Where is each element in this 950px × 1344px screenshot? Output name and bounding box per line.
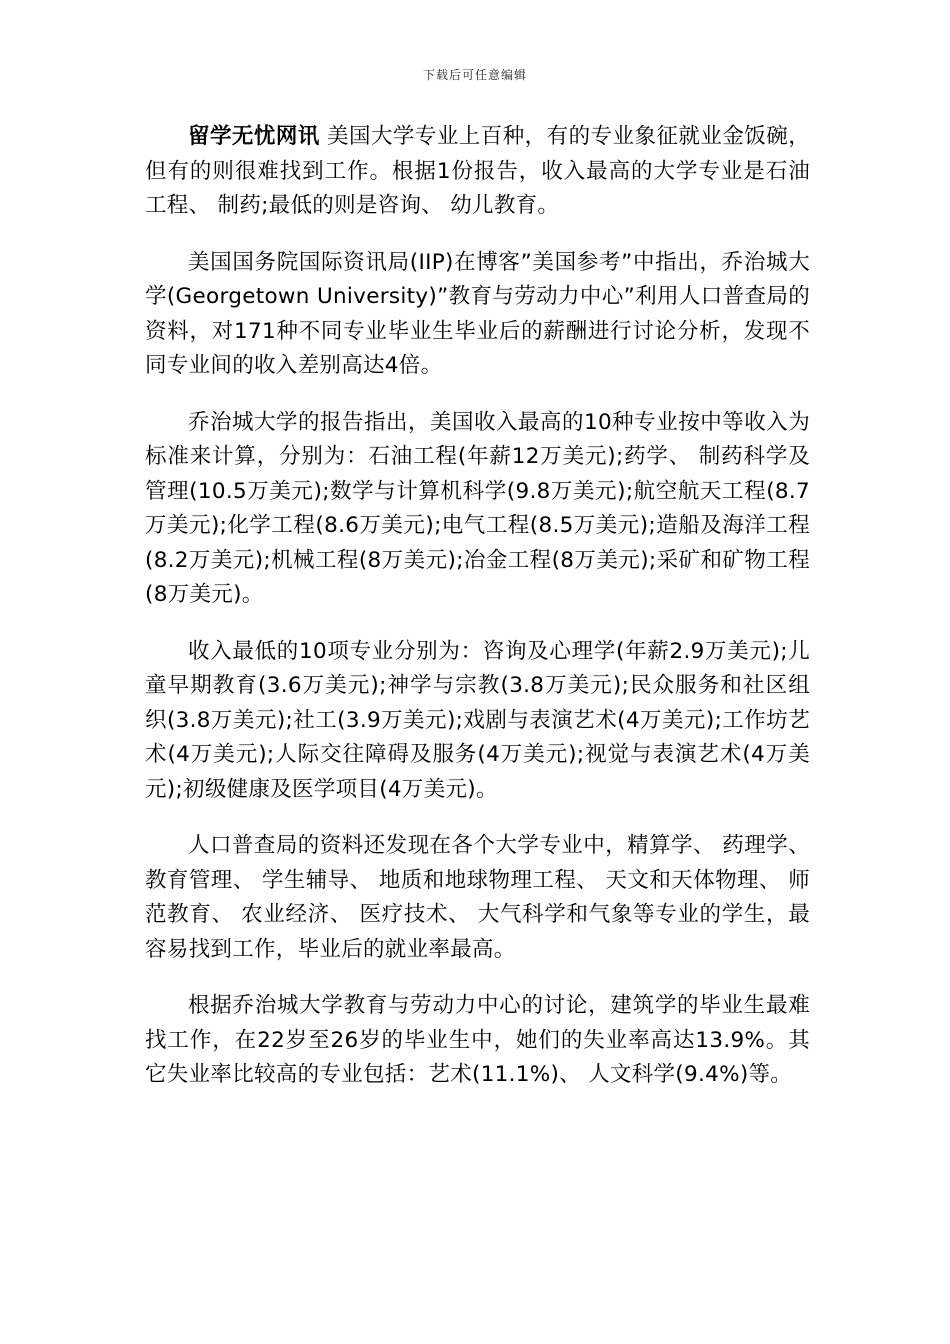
article-body [145, 120, 810, 1115]
paragraph-3: 乔治城大学的报告指出，美国收入最高的10种专业按中等收入为标准来计算，分别为：石油工程(年薪12万美元);药学、 制药科学及管理(10.5万美元);数学与计算机科学(9.8万美元);航空航天工程(8.7万美元);化学工程(8.6万美元);电气工程(8.5万美元);造船及海洋工程(8.2万美元);机械工程(8万美元);冶金工程(8万美元);采矿和矿物工程(8万美元)。 [145, 409, 810, 607]
paragraph-1 [145, 120, 810, 224]
page-header-note: 下载后可任意编辑 [422, 68, 527, 82]
paragraph-4: 收入最低的10项专业分别为：咨询及心理学(年薪2.9万美元);儿童早期教育(3.6万美元);神学与宗教(3.8万美元);民众服务和社区组织(3.8万美元);社工(3.9万美元);戏剧与表演艺术(4万美元);工作坊艺术(4万美元);人际交往障碍及服务(4万美元);视觉与表演艺术(4万美元);初级健康及医学项目(4万美元)。 [145, 638, 810, 802]
paragraph-6: 根据乔治城大学教育与劳动力中心的讨论，建筑学的毕业生最难找工作，在22岁至26岁的毕业生中，她们的失业率高达13.9%。其它失业率比较高的专业包括：艺术(11.1%)、 人文科学(9.4%)等。 [145, 993, 810, 1087]
paragraph-2: 美国国务院国际资讯局(IIP)在博客”美国参考”中指出，乔治城大学(Georgetown University)”教育与劳动力中心”利用人口普查局的资料，对171种不同专业毕业生毕业后的薪酬进行讨论分析，发现不同专业间的收入差别高达4倍。 [145, 249, 810, 378]
paragraph-1-text: 美国大学专业上百种，有的专业象征就业金饭碗，但有的则很难找到工作。根据1份报告，收入最高的大学专业是石油工程、 制药;最低的则是咨询、 幼儿教育。 [145, 124, 810, 218]
source-label: 留学无忧网讯 [188, 124, 320, 149]
paragraph-5: 人口普查局的资料还发现在各个大学专业中，精算学、 药理学、 教育管理、 学生辅导、 地质和地球物理工程、 天文和天体物理、 师范教育、 农业经济、 医疗技术、 大气科学和气象等专业的学生，最容易找到工作，毕业后的就业率最高。 [145, 833, 810, 962]
